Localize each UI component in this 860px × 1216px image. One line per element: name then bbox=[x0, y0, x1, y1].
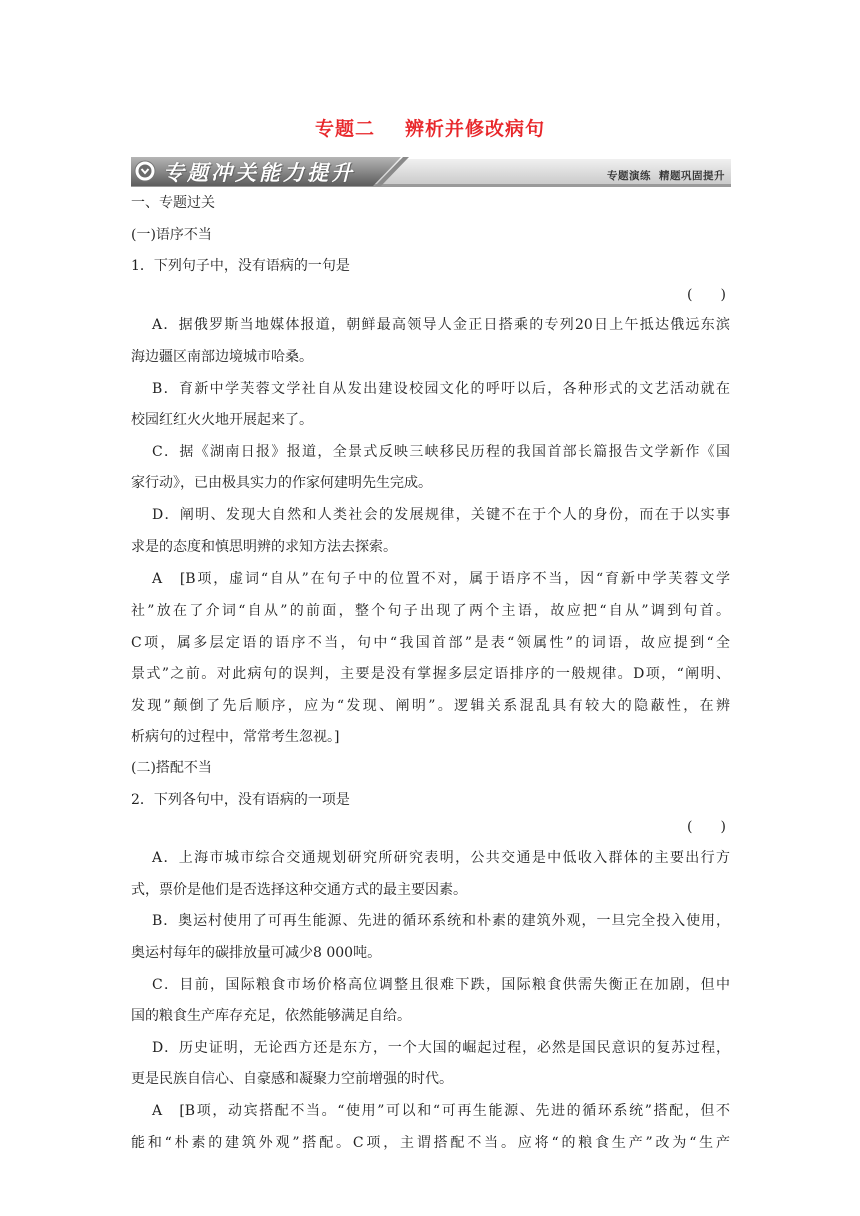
topic-name: 辨析并修改病句 bbox=[405, 118, 546, 140]
q1-option-a-line1: A．据俄罗斯当地媒体报道，朝鲜最高领导人金正日搭乘的专列20日上午抵达俄远东滨 bbox=[152, 317, 730, 333]
q1-explanation-line1: A [B项，虚词“自从”在句子中的位置不对，属于语序不当，因“育新中学芙蓉文学 bbox=[152, 571, 730, 587]
q2-option-d-line2: 更是民族自信心、自豪感和凝聚力空前增强的时代。 bbox=[131, 1071, 453, 1087]
section-heading: 一、专题过关 bbox=[131, 195, 215, 211]
q2-option-d-line1: D．历史证明，无论西方还是东方，一个大国的崛起过程，必然是国民意识的复苏过程， bbox=[152, 1040, 730, 1056]
q2-explanation-line1: A [B项，动宾搭配不当。“使用”可以和“可再生能源、先进的循环系统”搭配，但不 bbox=[152, 1103, 730, 1119]
q2-option-c-line2: 国的粮食生产库存充足，依然能够满足自给。 bbox=[131, 1008, 411, 1024]
q2-option-a-line1: A．上海市城市综合交通规划研究所研究表明，公共交通是中低收入群体的主要出行方 bbox=[152, 850, 730, 866]
q1-option-d-line2: 求是的态度和慎思明辨的求知方法去探索。 bbox=[131, 539, 397, 555]
q1-explanation-line3: C项，属多层定语的语序不当，句中“我国首部”是表“领属性”的词语，故应提到“全 bbox=[131, 635, 730, 651]
banner-subtitle: 专题演练 精题巩固提升 bbox=[607, 170, 725, 182]
q2-option-b-line1: B．奥运村使用了可再生能源、先进的循环系统和朴素的建筑外观，一旦完全投入使用， bbox=[152, 913, 730, 929]
topic-number: 专题二 bbox=[314, 118, 375, 140]
q1-option-b-line2: 校园红红火火地开展起来了。 bbox=[131, 412, 313, 428]
q2-explanation-line2: 能和“朴素的建筑外观”搭配。C项，主谓搭配不当。应将“的粮食生产”改为“生产 bbox=[131, 1135, 730, 1151]
q1-explanation-line2: 社”放在了介词“自从”的前面，整个句子出现了两个主语，故应把“自从”调到句首。 bbox=[131, 603, 730, 619]
question-1: 1．下列句子中，没有语病的一句是 bbox=[131, 258, 350, 274]
page-title bbox=[0, 114, 860, 141]
q1-option-d-line1: D．阐明、发现大自然和人类社会的发展规律，关键不在于个人的身份，而在于以实事 bbox=[152, 507, 730, 523]
section-banner bbox=[131, 155, 731, 187]
q2-option-c-line1: C．目前，国际粮食市场价格高位调整且很难下跌，国际粮食供需失衡正在加剧，但中 bbox=[152, 977, 730, 993]
q1-explanation-line6: 析病句的过程中，常常考生忽视。] bbox=[131, 729, 340, 745]
q2-option-b-line2: 奥运村每年的碳排放量可减少8 000吨。 bbox=[131, 945, 382, 961]
q1-option-a-line2: 海边疆区南部边境城市哈桑。 bbox=[131, 349, 313, 365]
q1-explanation-line4: 景式”之前。对此病句的误判，主要是没有掌握多层定语排序的一般规律。D项，“阐明、 bbox=[131, 666, 730, 682]
part2-heading: (二)搭配不当 bbox=[131, 760, 212, 776]
q1-explanation-line5: 发现”颠倒了先后顺序，应为“发现、阐明”。逻辑关系混乱具有较大的隐蔽性，在辨 bbox=[131, 698, 730, 714]
part1-heading: (一)语序不当 bbox=[131, 227, 212, 243]
q2-option-a-line2: 式，票价是他们是否选择这种交通方式的最主要因素。 bbox=[131, 882, 467, 898]
answer-bracket-1: ( ) bbox=[687, 287, 726, 303]
q1-option-b-line1: B．育新中学芙蓉文学社自从发出建设校园文化的呼吁以后，各种形式的文艺活动就在 bbox=[152, 381, 730, 397]
question-2: 2．下列各句中，没有语病的一项是 bbox=[131, 792, 350, 808]
answer-bracket-2: ( ) bbox=[687, 819, 726, 835]
q1-option-c-line2: 家行动》，已由极具实力的作家何建明先生完成。 bbox=[131, 475, 432, 491]
q1-option-c-line1: C．据《湖南日报》报道，全景式反映三峡移民历程的我国首部长篇报告文学新作《国 bbox=[152, 444, 730, 460]
banner-title: 专题冲关能力提升 bbox=[163, 161, 355, 185]
